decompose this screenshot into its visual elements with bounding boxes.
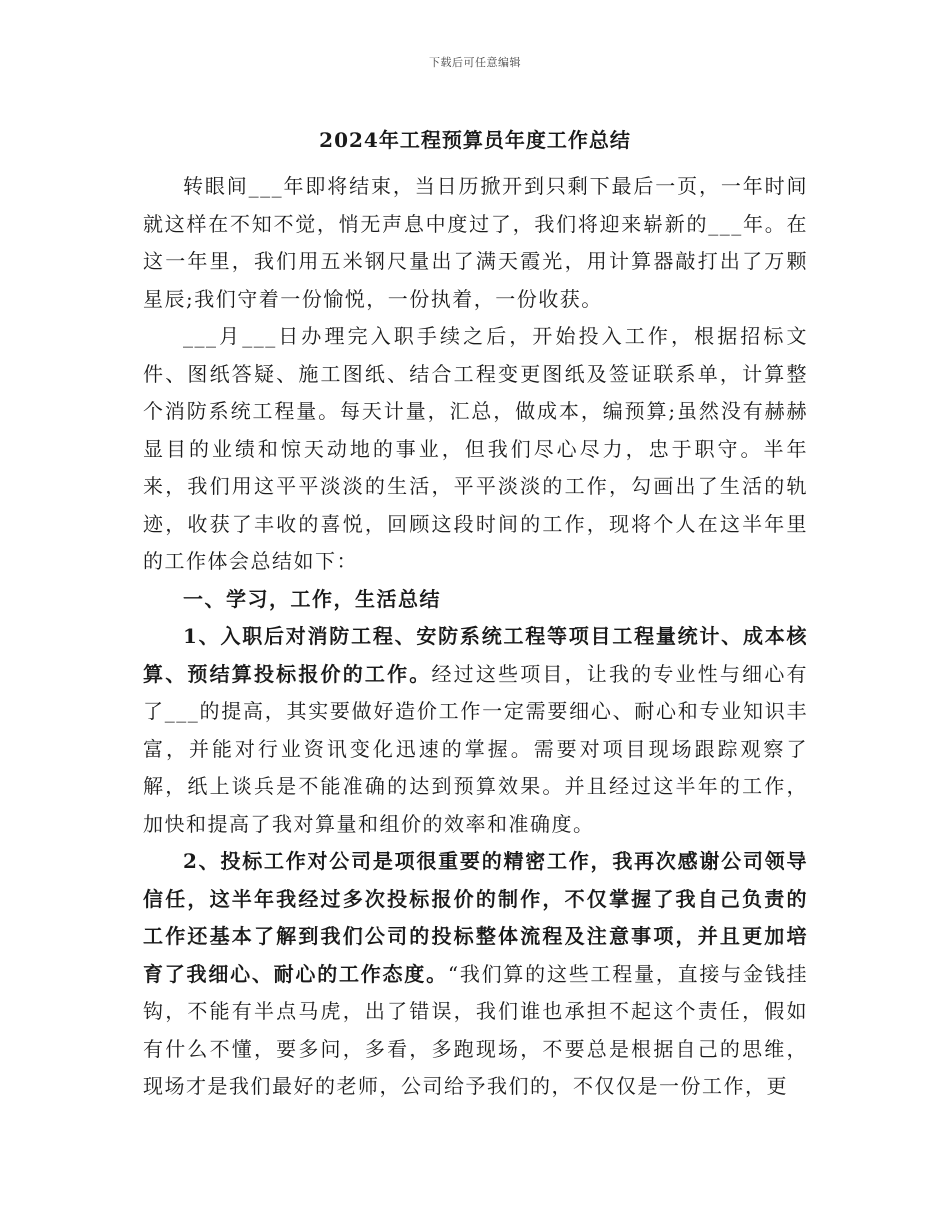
- paragraph-intro: 转眼间___年即将结束，当日历掀开到只剩下最后一页，一年时间就这样在不知不觉，悄无声息中度过了，我们将迎来崭新的___年。在这一年里，我们用五米钢尺量出了满天霞光，用计算器敲打出了万颗星辰;我们守着一份愉悦，一份执着，一份收获。: [143, 174, 808, 311]
- item-2-lead: 2、投标工作对公司是项很重要的精密工作，我再次感谢公司领导信任，这半年我经过多次投标报价的制作，不仅掌握了我自己负责的工作还基本了解到我们公司的投标整体流程及注意事项，并且更加培育了我细心、耐心的工作态度。: [143, 849, 808, 986]
- item-1-lead: 1、入职后对消防工程、安防系统工程等项目工程量统计、成本核算、预结算投标报价的工作。: [143, 624, 808, 686]
- item-1-text: 经过这些项目，让我的专业性与细心有了___的提高，其实要做好造价工作一定需要细心、耐心和专业知识丰富，并能对行业资讯变化迅速的掌握。需要对项目现场跟踪观察了解，纸上谈兵是不能准确的达到预算效果。并且经过这半年的工作，加快和提高了我对算量和组价的效率和准确度。: [143, 661, 809, 836]
- section-heading: 一、学习，工作，生活总结: [183, 586, 441, 611]
- header-note: 下载后可任意编辑: [429, 56, 521, 69]
- document-body: [143, 168, 808, 1106]
- paragraph-work-overview: ___月___日办理完入职手续之后，开始投入工作，根据招标文件、图纸答疑、施工图纸、结合工程变更图纸及签证联系单，计算整个消防系统工程量。每天计量，汇总，做成本，编预算;虽然没有赫赫显目的业绩和惊天动地的事业，但我们尽心尽力，忠于职守。半年来，我们用这平平淡淡的生活，平平淡淡的工作，勾画出了生活的轨迹，收获了丰收的喜悦，回顾这段时间的工作，现将个人在这半年里的工作体会总结如下：: [143, 324, 808, 573]
- paragraph-item-1: [143, 618, 808, 843]
- document-title: 2024年工程预算员年度工作总结: [319, 128, 631, 152]
- item-2-text: “我们算的这些工程量，直接与金钱挂钩，不能有半点马虎，出了错误，我们谁也承担不起这个责任，假如有什么不懂，要多问，多看，多跑现场，不要总是根据自己的思维，现场才是我们最好的老师，公司给予我们的，不仅仅是一份工作，更: [143, 961, 808, 1098]
- paragraph-item-2: [143, 843, 808, 1106]
